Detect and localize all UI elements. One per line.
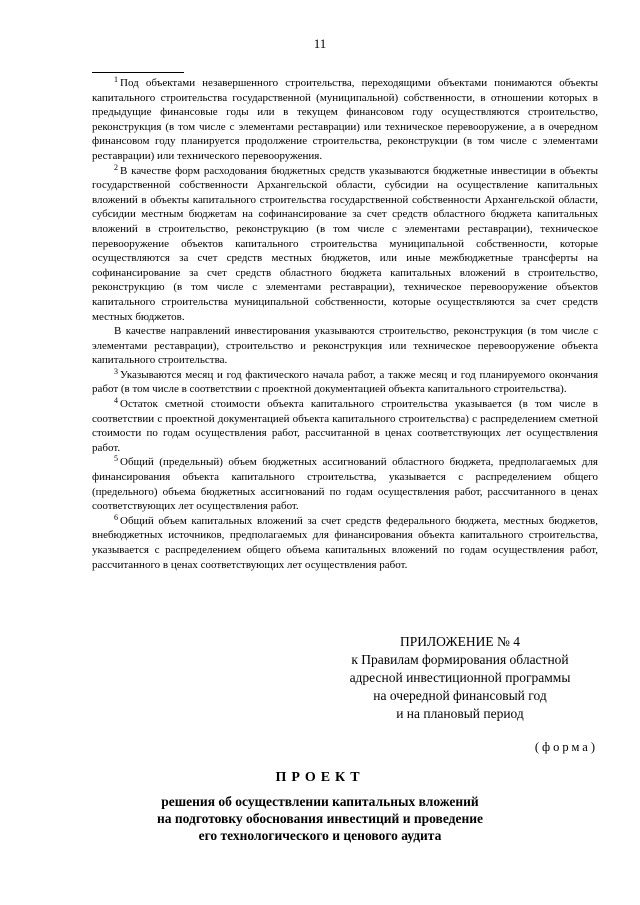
footnote <box>92 397 598 455</box>
decision-line: решения об осуществлении капитальных вложений <box>161 794 479 809</box>
footnote <box>92 514 598 572</box>
appendix-title: ПРИЛОЖЕНИЕ № 4 <box>399 634 521 649</box>
footnote <box>92 76 598 164</box>
footnote-marker: 2 <box>114 162 118 172</box>
appendix-line: к Правилам формирования областной <box>351 652 569 667</box>
footnote-text: Под объектами незавершенного строительства, переходящими объектами понимаются объекты капитального строительства государственной (муниципальной) собственности, в отношении которых в предыдущие финансовые годы или в текущем финансовом году осуществляются строительство, реконструкция (в том числе с элементами реставрации) или техническое перевооружение, а в очередном финансовом году планируется продолжение строительства, реконструкции (в том числе с элементами реставрации) или технического перевооружения. <box>92 77 598 162</box>
appendix-line: адресной инвестиционной программы <box>349 670 571 685</box>
decision-line: на подготовку обоснования инвестиций и проведение <box>156 811 484 826</box>
footnote-continuation <box>92 324 598 368</box>
footnote-marker: 5 <box>114 454 118 464</box>
footnote <box>92 164 598 325</box>
footnotes-block <box>92 76 598 572</box>
project-title: ПРОЕКТ <box>275 770 365 785</box>
footnote-marker: 1 <box>114 75 118 84</box>
footnote-text: Общий объем капитальных вложений за счет средств федерального бюджета, местных бюджетов, внебюджетных источников, предполагаемых для финансирования объекта капитального строительства, указывается с распределением общего объема капитальных вложений по годам осуществления работ, рассчитанного в ценах соответствующих лет осуществления работ. <box>92 514 598 571</box>
footnote-separator <box>92 72 184 73</box>
appendix-header <box>330 633 590 723</box>
footnote-text: В качестве форм расходования бюджетных средств указываются бюджетные инвестиции в объекты государственной собственности Архангельской области, субсидии на осуществление капитальных вложений в объекты капитального строительства государственной собственности Архангельской области, субсидии местным бюджетам на софинансирование за счет средств областного бюджета капитальных вложений в строительство, реконструкцию (в том числе с элементами реставрации), техническое перевооружение объектов капитального строительства муниципальной собственности, которые осуществляются за счет средств местных бюджетов, или иные межбюджетные трансферты на софинансирование за счет средств областного бюджета капитальных вложений в строительство, реконструкцию (в том числе с элементами реставрации), техническое перевооружение объектов капитального строительства муниципальной собственности, которые осуществляются за счет средств местных бюджетов. <box>92 164 598 323</box>
appendix-line: на очередной финансовый год <box>373 688 547 703</box>
footnote-text: Общий (предельный) объем бюджетных ассигнований областного бюджета, предполагаемых для финансирования объекта капитального строительства, указывается с распределением общего (предельного) объема бюджетных ассигнований по годам осуществления работ, рассчитанного в ценах соответствующих лет осуществления работ. <box>92 456 598 513</box>
footnote-marker: 3 <box>114 366 118 376</box>
footnote-marker: 6 <box>114 512 118 522</box>
footnote <box>92 368 598 397</box>
footnote-text: В качестве направлений инвестирования указываются строительство, реконструкция (в том числе с элементами реставрации), строительство и реконструкция или техническое перевооружение объекта капитального строительства. <box>92 325 598 367</box>
decision-line: его технологического и ценового аудита <box>198 828 442 843</box>
footnote <box>92 455 598 513</box>
footnote-text: Указываются месяц и год фактического начала работ, а также месяц и год планируемого окончания работ (в том числе в соответствии с проектной документацией объекта капитального строительства). <box>92 368 598 396</box>
appendix-line: и на плановый период <box>396 706 524 721</box>
footnote-marker: 4 <box>114 396 118 406</box>
form-label: (форма) <box>534 740 598 754</box>
decision-title <box>0 793 640 844</box>
footnote-text: Остаток сметной стоимости объекта капитального строительства указывается (в том числе в соответствии с проектной документацией объекта капитального строительства) с распределением сметной стоимости по годам осуществления работ, рассчитанной в ценах соответствующих лет осуществления работ. <box>92 398 598 454</box>
page-number: 11 <box>313 36 327 51</box>
